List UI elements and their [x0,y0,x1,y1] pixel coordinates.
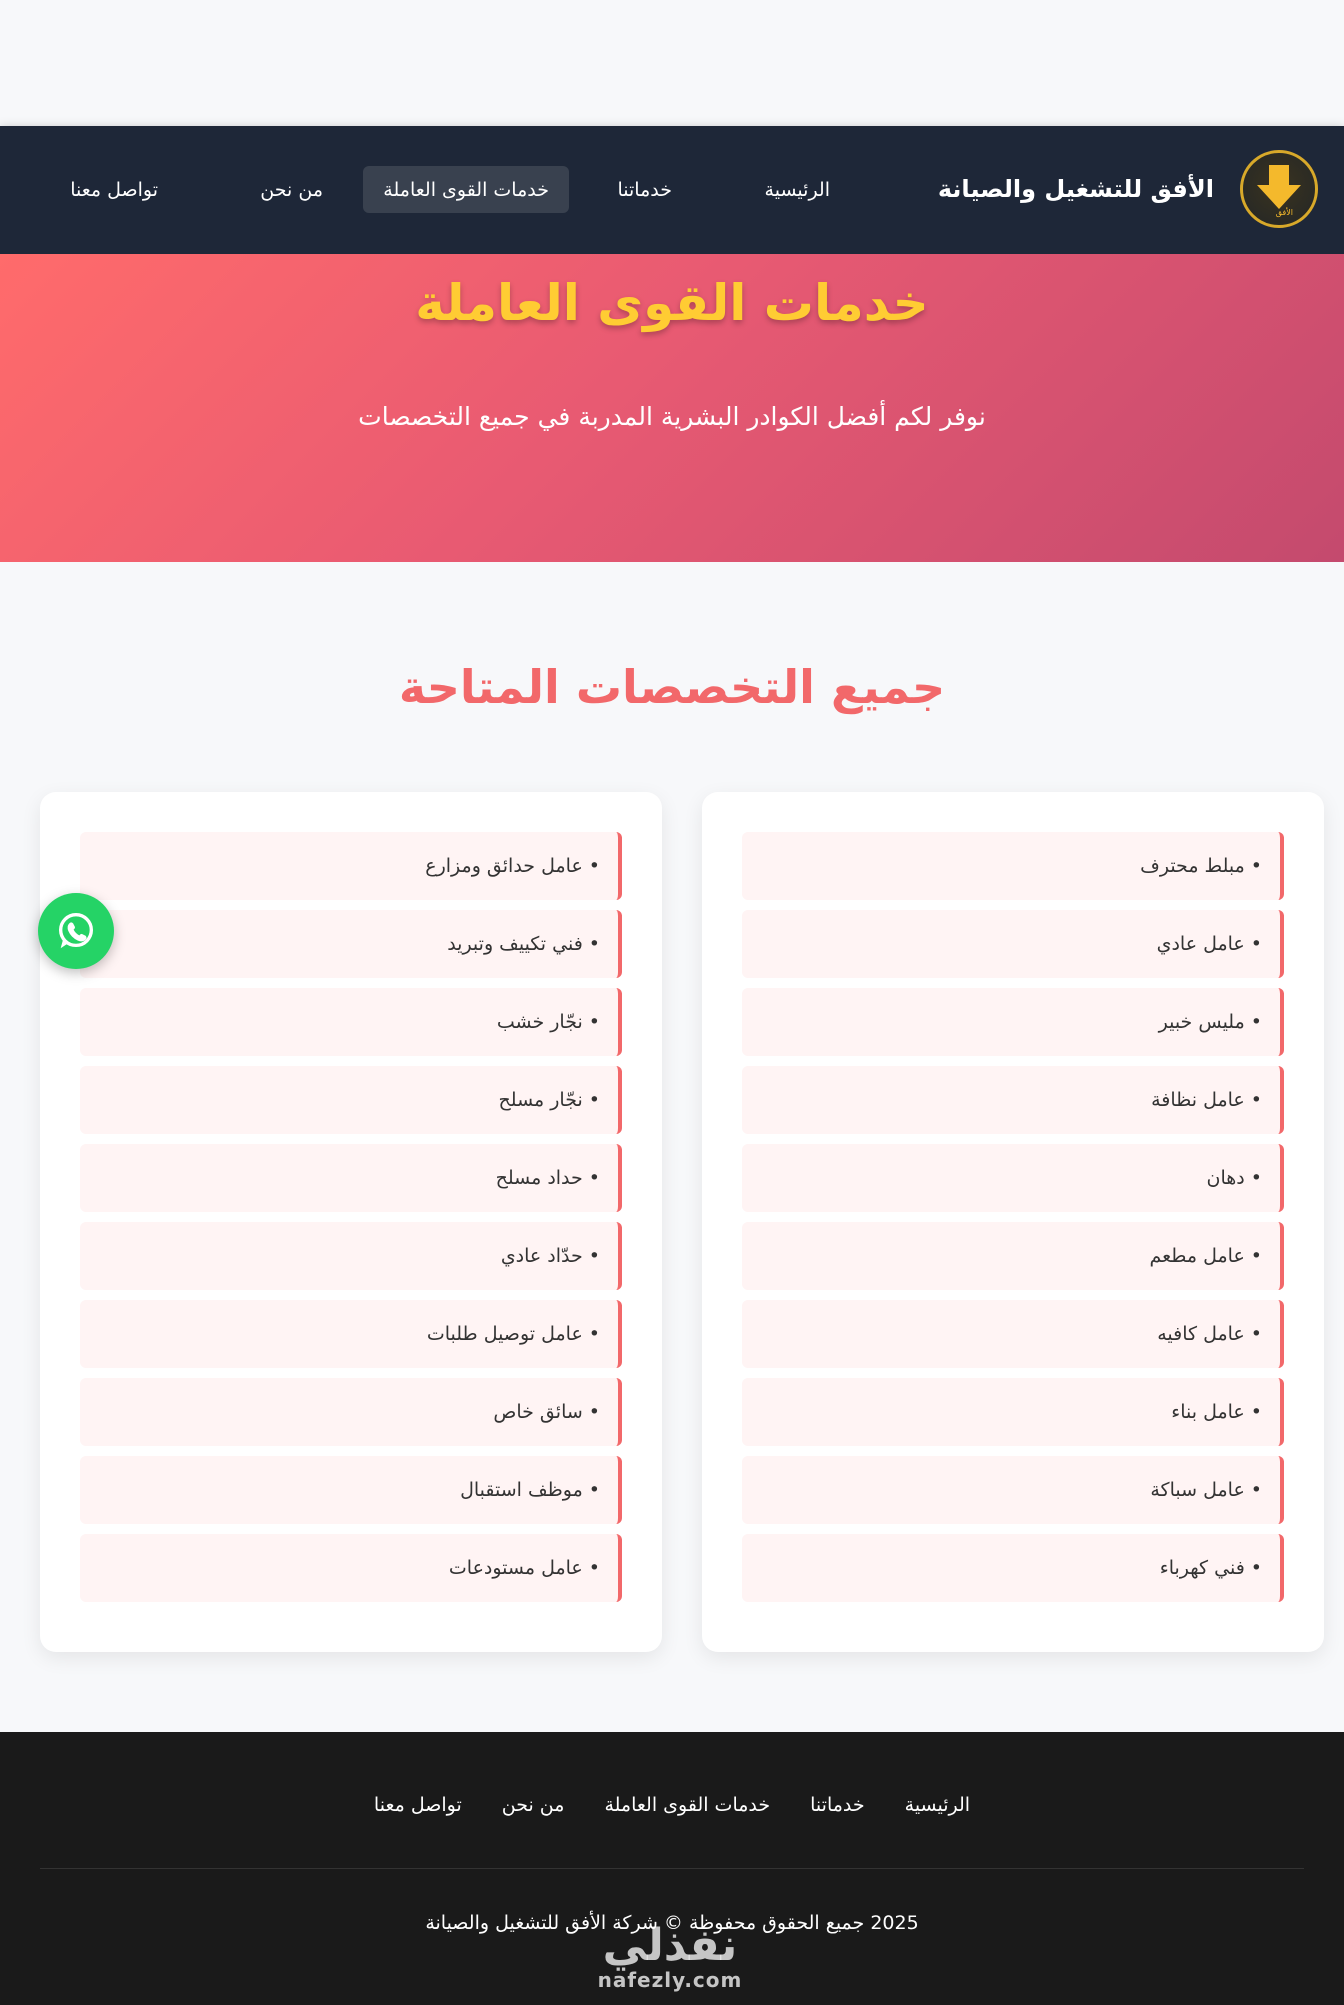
logo-text: الأفق [1275,208,1293,217]
bullet-icon: • [588,1245,600,1267]
specialty-item [742,832,1284,900]
brand[interactable] [938,150,1318,228]
bullet-icon: • [1250,1323,1262,1345]
brand-name: الأفق للتشغيل والصيانة [937,175,1214,203]
specialty-label: عامل سباكة [1150,1479,1245,1501]
specialty-label: حدّاد عادي [500,1245,583,1267]
bullet-icon: • [1250,1245,1262,1267]
specialty-item [80,832,622,900]
specialty-label: حداد مسلح [495,1167,583,1189]
bullet-icon: • [1250,1089,1262,1111]
specialty-item [742,1222,1284,1290]
bullet-icon: • [588,1557,600,1579]
hero-banner [0,254,1344,562]
copyright-text: 2025 جميع الحقوق محفوظة © شركة الأفق للتشغيل والصيانة [425,1912,919,1934]
bullet-icon: • [588,1323,600,1345]
specialty-label: عامل مطعم [1149,1245,1245,1267]
bullet-icon: • [1250,933,1262,955]
bullet-icon: • [588,1167,600,1189]
footer-link-services[interactable]: خدماتنا [810,1794,865,1816]
specialty-label: عامل كافيه [1157,1323,1245,1345]
logo[interactable] [1240,150,1318,228]
bullet-icon: • [588,933,600,955]
specialty-item [742,1300,1284,1368]
nav-home[interactable]: الرئيسية [764,178,830,201]
specialty-item [80,988,622,1056]
footer-link-home[interactable]: الرئيسية [904,1794,971,1816]
specialty-label: سائق خاص [493,1401,583,1423]
specialties-list-left [80,832,622,1602]
bullet-icon: • [588,1011,600,1033]
footer-link-contact[interactable]: تواصل معنا [373,1794,462,1816]
specialty-item [742,988,1284,1056]
nav-services[interactable]: خدماتنا [617,178,672,201]
specialty-label: نجّار مسلح [498,1089,583,1111]
bullet-icon: • [1250,1011,1262,1033]
specialties-card-right [702,792,1324,1652]
specialties-card-left [40,792,662,1652]
bullet-icon: • [1250,1401,1262,1423]
specialty-item [80,1066,622,1134]
specialty-label: نجّار خشب [496,1011,583,1033]
specialty-item [80,1144,622,1212]
site-header [0,126,1344,254]
bullet-icon: • [1250,855,1262,877]
specialties-list-right [742,832,1284,1602]
specialty-item [80,1534,622,1602]
nav-about[interactable]: من نحن [260,178,323,201]
nav-contact[interactable]: تواصل معنا [70,178,158,201]
specialty-label: عامل عادي [1156,933,1245,955]
nav-manpower-services[interactable]: خدمات القوى العاملة [363,166,569,213]
footer-link-about[interactable]: من نحن [501,1794,565,1816]
bullet-icon: • [1250,1479,1262,1501]
specialty-item [742,910,1284,978]
footer-nav [0,1794,1344,1816]
specialty-item [742,1378,1284,1446]
specialty-label: موظف استقبال [460,1479,583,1501]
specialty-label: مبلط محترف [1140,855,1245,877]
specialty-label: عامل حدائق ومزارع [425,855,583,877]
specialty-label: فني تكييف وتبريد [447,933,583,955]
arrow-down-logo-icon [1249,159,1309,219]
footer-link-manpower-services[interactable]: خدمات القوى العاملة [604,1794,771,1816]
whatsapp-icon [53,908,99,954]
specialty-item [742,1534,1284,1602]
hero-title: خدمات القوى العاملة [415,274,929,332]
watermark-logo-text: نفذلي [602,1920,738,1971]
specialty-label: فني كهرباء [1159,1557,1245,1579]
specialty-item [80,1222,622,1290]
hero-subtitle: نوفر لكم أفضل الكوادر البشرية المدربة في جميع التخصصات [358,402,986,431]
specialty-item [80,1456,622,1524]
bullet-icon: • [1250,1167,1262,1189]
bullet-icon: • [588,1089,600,1111]
specialty-item [80,1300,622,1368]
specialty-item [80,910,622,978]
specialty-label: دهان [1206,1167,1245,1189]
bullet-icon: • [1250,1557,1262,1579]
specialty-item [80,1378,622,1446]
section-title: جميع التخصصات المتاحة [398,660,946,714]
watermark [590,1920,750,1992]
specialty-item [742,1456,1284,1524]
watermark-url: nafezly.com [597,1968,743,1992]
specialty-label: عامل توصيل طلبات [426,1323,583,1345]
bullet-icon: • [588,1401,600,1423]
site-footer [0,1732,1344,2005]
specialty-item [742,1066,1284,1134]
bullet-icon: • [588,855,600,877]
footer-divider [40,1868,1304,1869]
whatsapp-button[interactable] [38,893,114,969]
specialty-label: عامل نظافة [1151,1089,1245,1111]
specialty-label: مليس خبير [1158,1011,1245,1033]
specialty-label: عامل مستودعات [448,1557,583,1579]
specialty-label: عامل بناء [1171,1401,1245,1423]
specialty-item [742,1144,1284,1212]
bullet-icon: • [588,1479,600,1501]
